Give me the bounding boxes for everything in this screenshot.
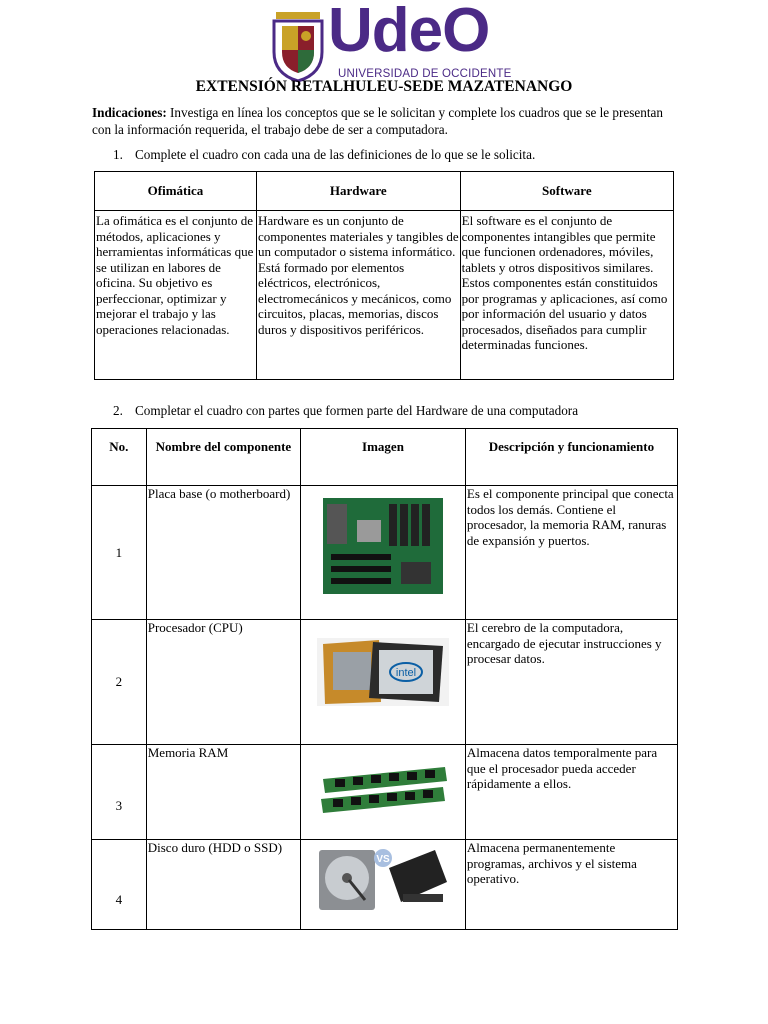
- instructions-text: Investiga en línea los conceptos que se le solicitan y complete los cuadros que se le presentan con la información requerida, el trabajo debe de ser a computadora.: [92, 105, 663, 137]
- header-image: Imagen: [301, 429, 466, 486]
- cell-software: El software es el conjunto de componentes intangibles que permite que funcionen ordenadores, móviles, tablets y otros dispositivos similares. Estos componentes están constituidos por programas y aplicaciones, así como por información del usuario y datos procesados, diseñados para cumplir determinadas funciones.: [460, 211, 673, 380]
- header-description: Descripción y funcionamiento: [465, 429, 677, 486]
- vs-label: VS: [376, 854, 390, 865]
- cpu-image: [317, 636, 449, 708]
- brand-wordmark: UdeO: [328, 0, 490, 65]
- header-software: Software: [460, 172, 673, 211]
- row-number: 4: [92, 840, 147, 930]
- page-title: EXTENSIÓN RETALHULEU-SEDE MAZATENANGO: [195, 78, 573, 95]
- component-image-cell: [301, 486, 466, 620]
- component-description: Almacena permanentemente programas, archivos y el sistema operativo.: [465, 840, 677, 930]
- hdd-ssd-image: [317, 846, 449, 912]
- instructions: [92, 104, 682, 138]
- header-no: No.: [92, 429, 147, 486]
- shield-crest-icon: [270, 12, 326, 82]
- list-number: 1.: [113, 147, 123, 162]
- hardware-table: [91, 428, 678, 930]
- table-row: [92, 745, 678, 840]
- university-logo: [270, 0, 512, 82]
- component-image-cell: [301, 620, 466, 745]
- row-number: 3: [92, 745, 147, 840]
- list-text: Complete el cuadro con cada una de las definiciones de lo que se le solicita.: [135, 147, 536, 162]
- definitions-table: [94, 171, 674, 380]
- component-description: Almacena datos temporalmente para que el procesador pueda acceder rápidamente a ellos.: [465, 745, 677, 840]
- intel-logo-text: intel: [395, 667, 417, 679]
- table-row: [92, 620, 678, 745]
- component-description: El cerebro de la computadora, encargado de ejecutar instrucciones y procesar datos.: [465, 620, 677, 745]
- motherboard-image: [317, 496, 449, 596]
- component-name: Placa base (o motherboard): [146, 486, 300, 620]
- component-name: Procesador (CPU): [146, 620, 300, 745]
- component-image-cell: [301, 840, 466, 930]
- instructions-label: Indicaciones:: [92, 105, 167, 120]
- row-number: 1: [92, 486, 147, 620]
- table-row: [92, 840, 678, 930]
- header-ofimatica: Ofimática: [95, 172, 257, 211]
- table-row: [92, 486, 678, 620]
- component-image-cell: [301, 745, 466, 840]
- component-name: Memoria RAM: [146, 745, 300, 840]
- cell-ofimatica: La ofimática es el conjunto de métodos, aplicaciones y herramientas informáticas que se utilizan en labores de oficina. Su objetivo es perfeccionar, optimizar y mejorar el trabajo y las operaciones relacionadas.: [95, 211, 257, 380]
- list-text: Completar el cuadro con partes que formen parte del Hardware de una computadora: [135, 403, 579, 418]
- university-name: UNIVERSIDAD DE OCCIDENTE: [338, 68, 512, 80]
- component-name: Disco duro (HDD o SSD): [146, 840, 300, 930]
- table-header-row: [95, 172, 674, 211]
- row-number: 2: [92, 620, 147, 745]
- component-description: Es el componente principal que conecta todos los demás. Contiene el procesador, la memoria RAM, ranuras de expansión y puertos.: [465, 486, 677, 620]
- list-number: 2.: [113, 403, 123, 418]
- header-name: Nombre del componente: [146, 429, 300, 486]
- table-row: [95, 211, 674, 380]
- list-item-2: [113, 403, 578, 419]
- cell-hardware: Hardware es un conjunto de componentes materiales y tangibles de un computador o sistema informático. Está formado por elementos eléctricos, electrónicos, electromecánicos y mecánicos, como circuitos, placas, memorias, discos duros y dispositivos periféricos.: [256, 211, 460, 380]
- header-hardware: Hardware: [256, 172, 460, 211]
- ram-image: [317, 759, 449, 819]
- list-item-1: [113, 147, 535, 163]
- table-header-row: [92, 429, 678, 486]
